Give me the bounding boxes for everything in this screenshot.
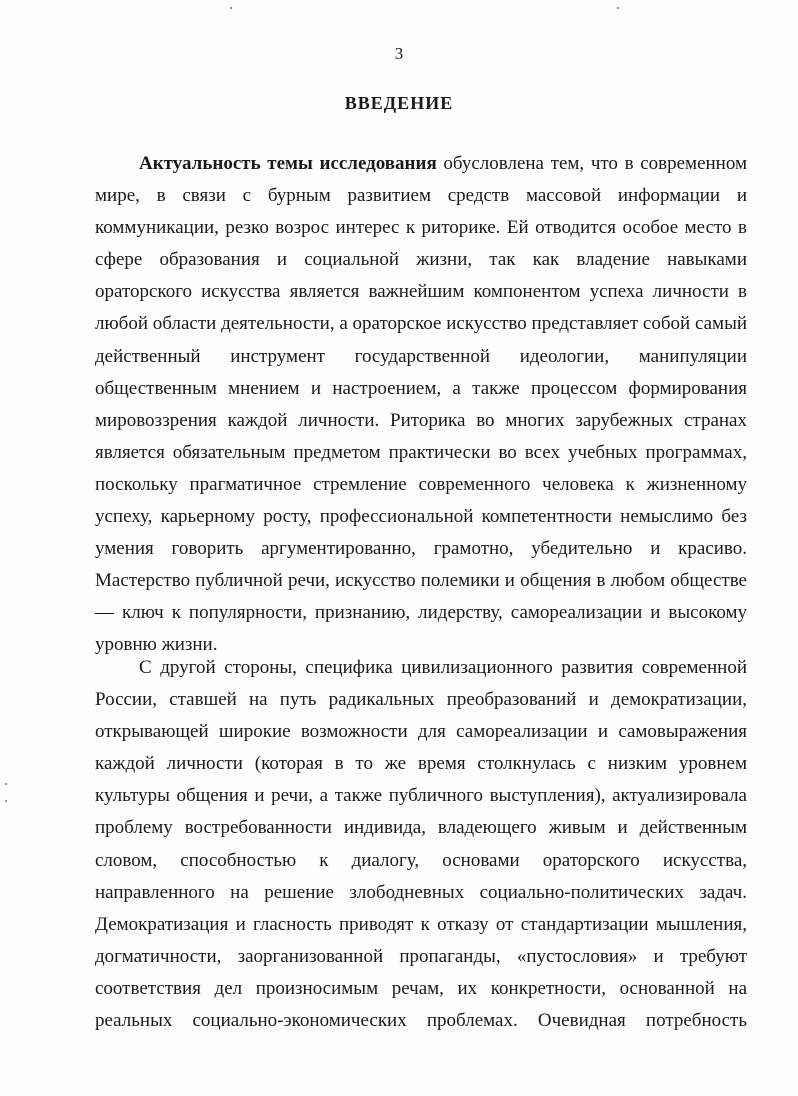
paragraph-1-line: успеху, карьерному росту, профессиональной компетентности немыслимо без bbox=[95, 506, 747, 528]
paragraph-1-line: действенный инструмент государственной идеологии, манипуляции bbox=[95, 345, 747, 367]
paragraph-2-line: реальных социально-экономических проблемах. Очевидная потребность bbox=[95, 1010, 747, 1032]
scan-speck bbox=[5, 783, 7, 785]
page-title: ВВЕДЕНИЕ bbox=[344, 93, 454, 113]
paragraph-2-line: словом, способностью к диалогу, основами ораторского искусства, bbox=[95, 849, 747, 871]
page-number: 3 bbox=[394, 44, 404, 63]
paragraph-1-line: мировоззрения каждой личности. Риторика во многих зарубежных странах bbox=[95, 409, 747, 431]
paragraph-2-line: открывающей широкие возможности для самореализации и самовыражения bbox=[95, 721, 747, 743]
paragraph-1-line: — ключ к популярности, признанию, лидерству, самореализации и высокому bbox=[95, 602, 747, 624]
paragraph-1-line: умения говорить аргументированно, грамотно, убедительно и красиво. bbox=[95, 538, 747, 560]
paragraph-2-line: соответствия дел произносимым речам, их конкретности, основанной на bbox=[95, 977, 747, 999]
paragraph-1-line: общественным мнением и настроением, а также процессом формирования bbox=[95, 377, 747, 399]
paragraph-1-line: поскольку прагматичное стремление современного человека к жизненному bbox=[95, 473, 747, 495]
paragraph-2-line: культуры общения и речи, а также публичного выступления), актуализировала bbox=[95, 785, 747, 807]
scan-speck bbox=[617, 7, 619, 9]
paragraph-2-line: С другой стороны, специфика цивилизационного развития современной bbox=[139, 657, 747, 678]
paragraph-1-line: Мастерство публичной речи, искусство полемики и общения в любом обществе bbox=[95, 570, 747, 592]
paragraph-1-line: сфере образования и социальной жизни, так как владение навыками bbox=[95, 249, 747, 271]
paragraph-2-line: России, ставшей на путь радикальных преобразований и демократизации, bbox=[95, 689, 747, 711]
scan-speck bbox=[230, 7, 232, 9]
paragraph-1 bbox=[95, 148, 747, 662]
paragraph-2-line: направленного на решение злободневных социально-политических задач. bbox=[95, 881, 747, 903]
paragraph-2-line: Демократизация и гласность приводят к отказу от стандартизации мышления, bbox=[95, 913, 747, 935]
paragraph-1-lead-bold: Актуальность темы исследования bbox=[139, 153, 437, 174]
scan-speck bbox=[5, 800, 7, 802]
paragraph-2-line: проблему востребованности индивида, владеющего живым и действенным bbox=[95, 817, 747, 839]
paragraph-2-line: догматичности, заорганизованной пропаганды, «пустословия» и требуют bbox=[95, 945, 747, 967]
paragraph-1-line-text: обусловлена тем, что в современном bbox=[436, 153, 748, 174]
paragraph-1-line: ораторского искусства является важнейшим компонентом успеха личности в bbox=[95, 281, 747, 303]
paragraph-1-line: является обязательным предметом практически во всех учебных программах, bbox=[95, 441, 747, 463]
paragraph-2-line: каждой личности (которая в то же время столкнулась с низким уровнем bbox=[95, 753, 747, 775]
paragraph-1-line: уровню жизни. bbox=[95, 634, 218, 656]
paragraph-1-line: коммуникации, резко возрос интерес к риторике. Ей отводится особое место в bbox=[95, 217, 747, 239]
paragraph-1-line: любой области деятельности, а ораторское искусство представляет собой самый bbox=[95, 313, 747, 335]
paragraph-2 bbox=[95, 652, 747, 1037]
paragraph-1-line bbox=[95, 148, 747, 180]
paragraph-1-line: мире, в связи с бурным развитием средств массовой информации и bbox=[95, 185, 747, 207]
